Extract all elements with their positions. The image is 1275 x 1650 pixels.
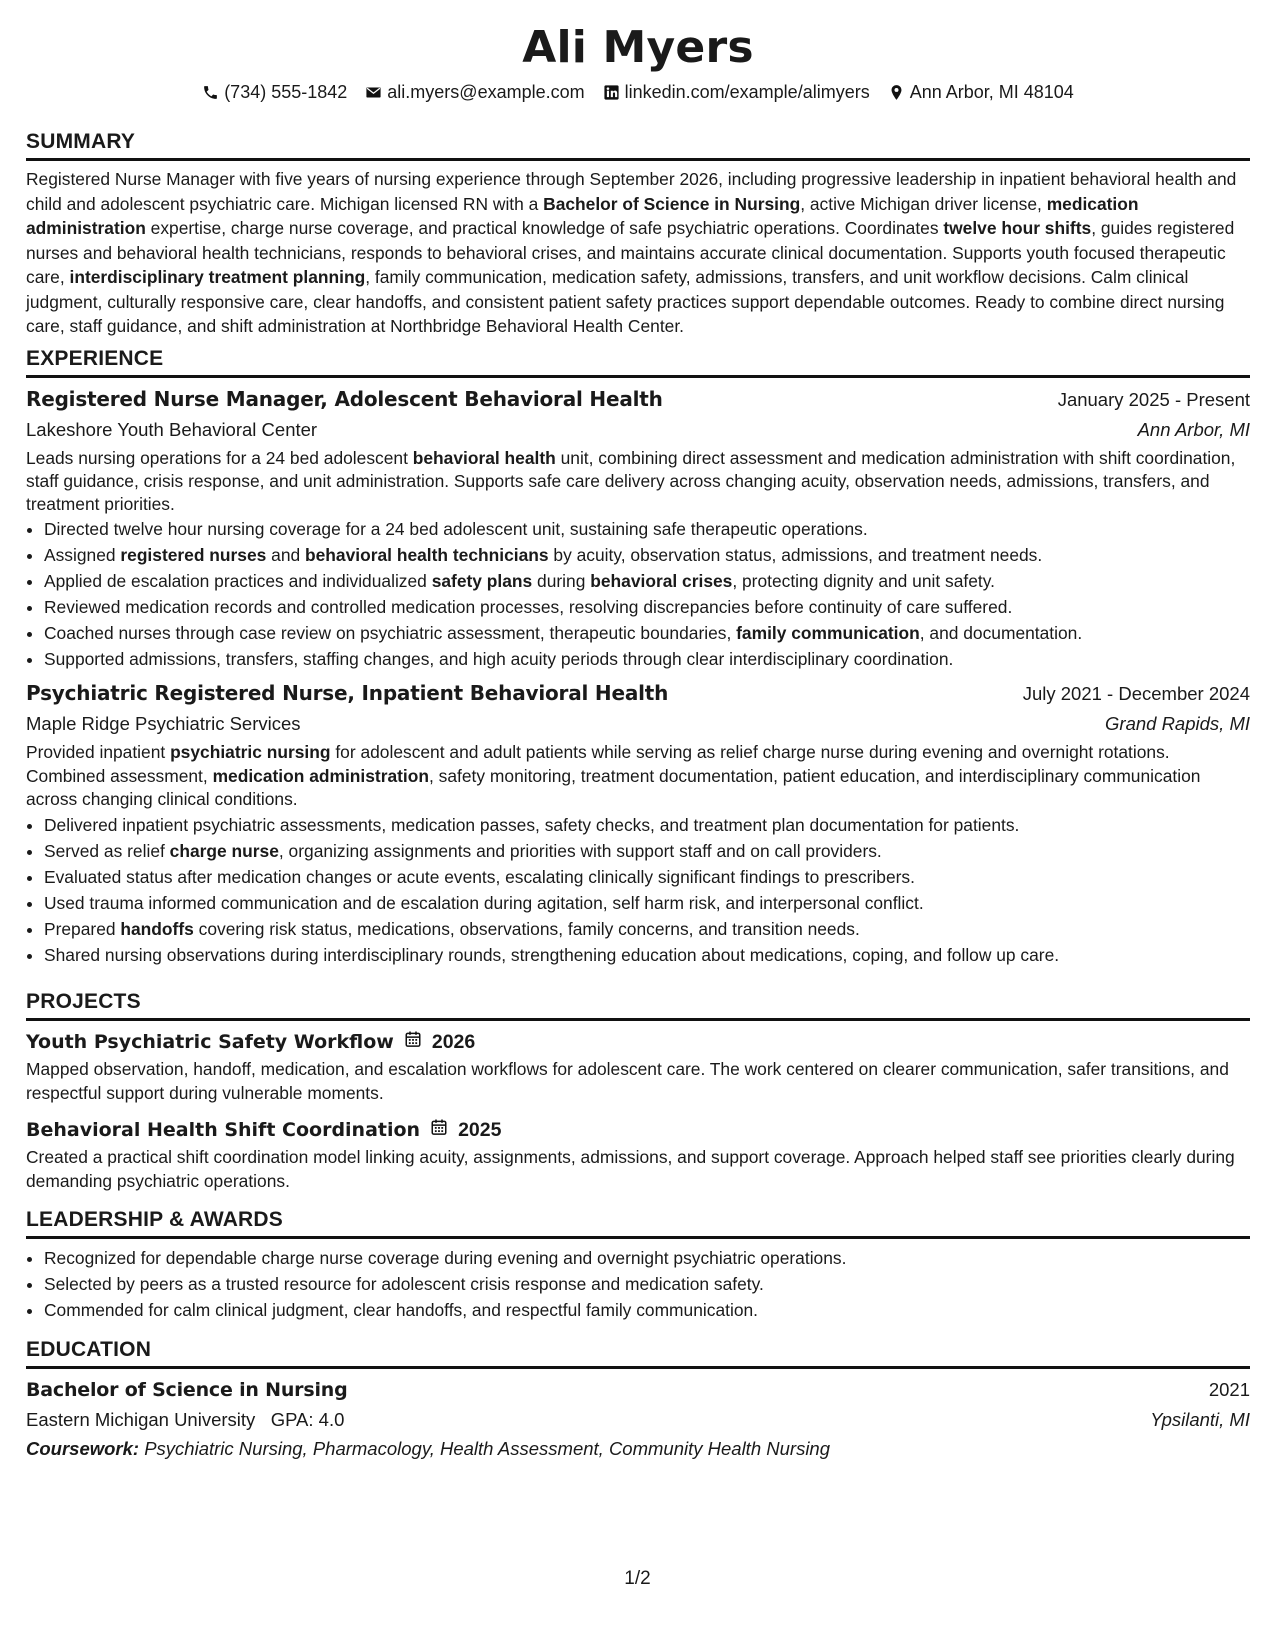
job-bullets (26, 812, 1250, 968)
job-bullets (26, 516, 1250, 672)
job-organization: Lakeshore Youth Behavioral Center (26, 419, 318, 440)
graduation-year: 2021 (1208, 1379, 1250, 1400)
section-heading: LEADERSHIP & AWARDS (26, 1206, 1250, 1239)
phone-text: (734) 555-1842 (224, 82, 348, 102)
section-heading: EXPERIENCE (26, 345, 1250, 378)
project-title: Behavioral Health Shift Coordination (26, 1119, 421, 1141)
calendar-icon (430, 1115, 448, 1145)
candidate-name: Ali Myers (522, 22, 754, 73)
project-entry (26, 1027, 1250, 1105)
coursework-list: Psychiatric Nursing, Pharmacology, Health Assessment, Community Health Nursing (144, 1438, 831, 1459)
job-organization: Maple Ridge Psychiatric Services (26, 713, 301, 734)
job-location: Ann Arbor, MI (1137, 419, 1250, 440)
section-heading: EDUCATION (26, 1336, 1250, 1369)
coursework-label: Coursework: (26, 1438, 140, 1459)
project-year: 2026 (431, 1031, 476, 1053)
phone-icon (202, 84, 219, 101)
envelope-icon (365, 84, 382, 101)
job-entry (26, 384, 1250, 672)
list-item: • Supported admissions, transfers, staffing changes, and high acuity periods through clear interdisciplinary coordination. (44, 646, 1250, 672)
list-item: • Reviewed medication records and controlled medication processes, resolving discrepancies before continuity of care suffered. (44, 594, 1250, 620)
contact-linkedin[interactable] (603, 80, 870, 104)
location-text: Ann Arbor, MI 48104 (909, 82, 1074, 102)
list-item: • Evaluated status after medication changes or acute events, escalating clinically significant findings to prescribers. (44, 864, 1250, 890)
project-year: 2025 (458, 1119, 502, 1141)
list-item: • Prepared handoffs covering risk status, medications, observations, family concerns, and transition needs. (44, 916, 1250, 942)
project-description: Created a practical shift coordination model linking acuity, assignments, admissions, and support coverage. Approach helped staff see priorities clearly during demanding psychiatric operations. (26, 1147, 1235, 1191)
job-location: Grand Rapids, MI (1105, 713, 1250, 734)
linkedin-text: linkedin.com/example/alimyers (624, 82, 870, 102)
list-item: • Commended for calm clinical judgment, clear handoffs, and respectful family communication. (44, 1297, 1250, 1323)
list-item: • Served as relief charge nurse, organizing assignments and priorities with support staff and on call providers. (44, 838, 1250, 864)
job-description: Provided inpatient psychiatric nursing for adolescent and adult patients while serving as relief charge nurse during evening and overnight rotations. Combined assessment, medication administration, safety monitoring, treatment documentation, patient education, and interdisciplinary communication across changing clinical conditions. (26, 742, 1201, 809)
project-title: Youth Psychiatric Safety Workflow (26, 1031, 394, 1053)
contact-location (888, 80, 1074, 104)
list-item: • Recognized for dependable charge nurse coverage during evening and overnight psychiatric operations. (44, 1245, 1250, 1271)
gpa: GPA: 4.0 (270, 1409, 345, 1430)
project-description: Mapped observation, handoff, medication, and escalation workflows for adolescent care. The work centered on clearer communication, safer transitions, and respectful support during vulnerable moments. (26, 1059, 1229, 1103)
calendar-icon (404, 1027, 422, 1057)
school-name: Eastern Michigan University (26, 1409, 256, 1430)
list-item: • Assigned registered nurses and behavioral health technicians by acuity, observation status, admissions, and treatment needs. (44, 542, 1250, 568)
coursework (26, 1435, 1250, 1463)
summary-text: Registered Nurse Manager with five years of nursing experience through September 2026, including progressive leadership in inpatient behavioral health and child and adolescent psychiatric care. Michigan licensed RN with a Bachelor of Science in Nursing, active Michigan driver license, medication administration expertise, charge nurse coverage, and practical knowledge of safe psychiatric operations. Coordinates twelve hour shifts, guides registered nurses and behavioral health technicians, responds to behavioral crises, and maintains accurate clinical documentation. Supports youth focused therapeutic care, interdisciplinary treatment planning, family communication, medication safety, admissions, transfers, and unit workflow decisions. Calm clinical judgment, culturally responsive care, clear handoffs, and consistent patient safety practices support dependable outcomes. Ready to combine direct nursing care, staff guidance, and shift administration at Northbridge Behavioral Health Center. (26, 169, 1237, 336)
awards-list (26, 1245, 1250, 1323)
list-item: • Applied de escalation practices and individualized safety plans during behavioral crises, protecting dignity and unit safety. (44, 568, 1250, 594)
list-item: • Used trauma informed communication and de escalation during agitation, self harm risk, and interpersonal conflict. (44, 890, 1250, 916)
list-item: • Directed twelve hour nursing coverage for a 24 bed adolescent unit, sustaining safe therapeutic operations. (44, 516, 1250, 542)
list-item: • Coached nurses through case review on psychiatric assessment, therapeutic boundaries, family communication, and documentation. (44, 620, 1250, 646)
job-dates: January 2025 - Present (1057, 389, 1250, 410)
email-text: ali.myers@example.com (387, 82, 585, 102)
experience-section (26, 345, 1250, 968)
education-section (26, 1336, 1250, 1463)
section-heading: PROJECTS (26, 988, 1250, 1021)
degree-title: Bachelor of Science in Nursing (26, 1379, 348, 1401)
summary-section (26, 128, 1250, 339)
section-heading: SUMMARY (26, 128, 1250, 161)
project-entry (26, 1115, 1250, 1193)
school-info (26, 1405, 344, 1435)
contact-bar (26, 80, 1250, 104)
linkedin-icon (603, 84, 620, 101)
job-description: Leads nursing operations for a 24 bed adolescent behavioral health unit, combining direct assessment and medication administration with shift coordination, staff guidance, crisis response, and unit administration. Supports safe care delivery across changing acuity, observation needs, admissions, transfers, and treatment priorities. (26, 448, 1236, 514)
job-entry (26, 678, 1250, 968)
projects-section (26, 988, 1250, 1193)
list-item: • Selected by peers as a trusted resource for adolescent crisis response and medication safety. (44, 1271, 1250, 1297)
page-number: 1/2 (624, 1568, 651, 1589)
leadership-section (26, 1206, 1250, 1323)
list-item: • Shared nursing observations during interdisciplinary rounds, strengthening education about medications, coping, and follow up care. (44, 942, 1250, 968)
job-title: Psychiatric Registered Nurse, Inpatient Behavioral Health (26, 681, 669, 705)
school-location: Ypsilanti, MI (1150, 1409, 1250, 1430)
job-dates: July 2021 - December 2024 (1022, 683, 1250, 704)
contact-email[interactable] (365, 80, 584, 104)
job-title: Registered Nurse Manager, Adolescent Behavioral Health (26, 387, 663, 411)
contact-phone (202, 80, 347, 104)
map-pin-icon (888, 84, 905, 101)
list-item: • Delivered inpatient psychiatric assessments, medication passes, safety checks, and treatment plan documentation for patients. (44, 812, 1250, 838)
